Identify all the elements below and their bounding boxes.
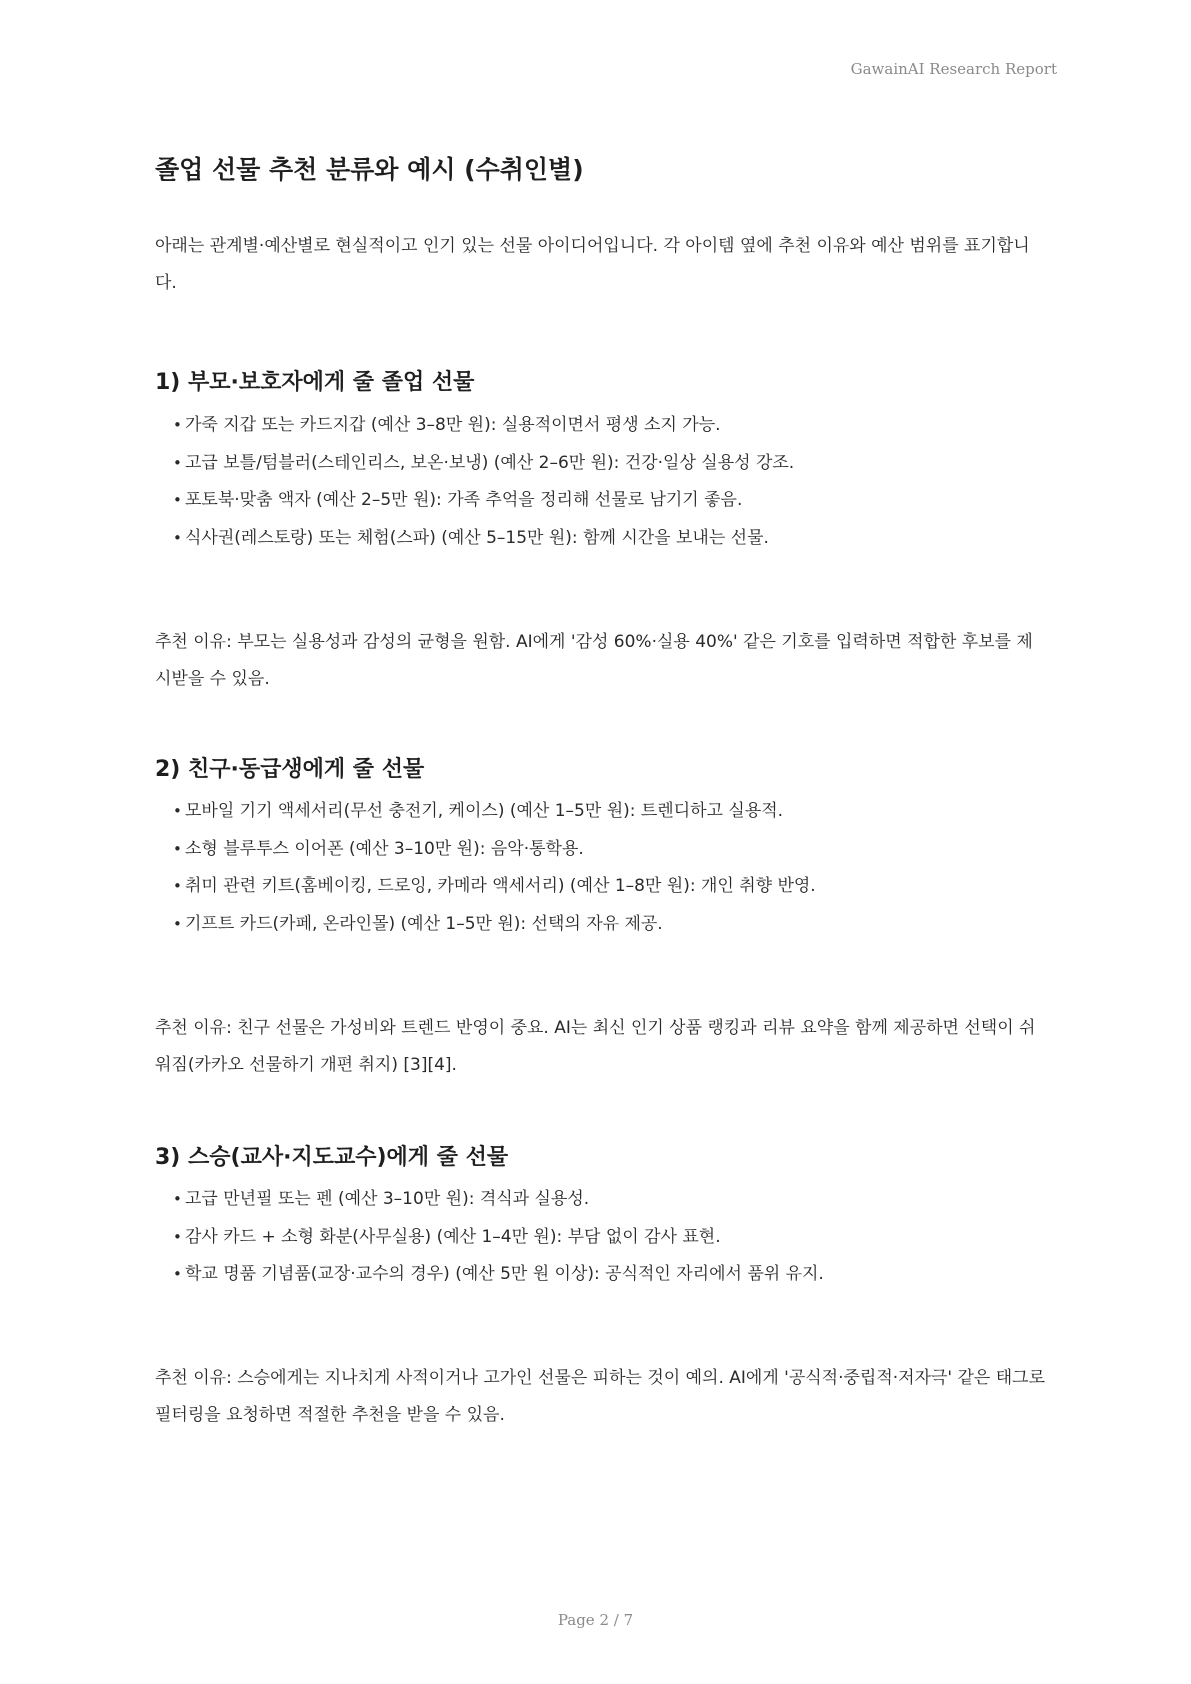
- bullet-icon: •: [173, 416, 182, 434]
- section-heading-friends: 2) 친구·동급생에게 줄 선물: [155, 757, 425, 782]
- section-heading-teachers: 3) 스승(교사·지도교수)에게 줄 선물: [155, 1145, 509, 1170]
- list-item: • 감사 카드 + 소형 화분(사무실용) (예산 1–4만 원): 부담 없이 감사 표현.: [173, 1219, 824, 1257]
- reason-paragraph-parents: 추천 이유: 부모는 실용성과 감성의 균형을 원함. AI에게 '감성 60%·실용 40%' 같은 기호를 입력하면 적합한 후보를 제시받을 수 있음.: [155, 632, 1033, 689]
- list-item: • 포토북·맞춤 액자 (예산 2–5만 원): 가족 추억을 정리해 선물로 남기기 좋음.: [173, 482, 794, 520]
- list-item: • 가죽 지갑 또는 카드지갑 (예산 3–8만 원): 실용적이면서 평생 소지 가능.: [173, 407, 794, 445]
- list-item: • 소형 블루투스 이어폰 (예산 3–10만 원): 음악·통학용.: [173, 831, 816, 869]
- gift-list-friends: [173, 793, 816, 943]
- reason-paragraph-teachers: 추천 이유: 스승에게는 지나치게 사적이거나 고가인 선물은 피하는 것이 예의. AI에게 '공식적·중립적·저자극' 같은 태그로 필터링을 요청하면 적절한 추천을 받을 수 있음.: [155, 1368, 1046, 1425]
- bullet-icon: •: [173, 1227, 182, 1246]
- list-item: • 모바일 기기 액세서리(무선 충전기, 케이스) (예산 1–5만 원): 트렌디하고 실용적.: [173, 793, 816, 831]
- bullet-icon: •: [173, 1190, 182, 1208]
- bullet-icon: •: [173, 1265, 182, 1283]
- list-item: • 기프트 카드(카페, 온라인몰) (예산 1–5만 원): 선택의 자유 제공.: [173, 906, 816, 944]
- list-item: • 학교 명품 기념품(교장·교수의 경우) (예산 5만 원 이상): 공식적인 자리에서 품위 유지.: [173, 1256, 824, 1294]
- intro-paragraph: 아래는 관계별·예산별로 현실적이고 인기 있는 선물 아이디어입니다. 각 아이템 옆에 추천 이유와 예산 범위를 표기합니다.: [155, 236, 1030, 293]
- reason-paragraph-friends: 추천 이유: 친구 선물은 가성비와 트렌드 반영이 중요. AI는 최신 인기 상품 랭킹과 리뷰 요약을 함께 제공하면 선택이 쉬워짐(카카오 선물하기 개편 취지) [3][4].: [155, 1018, 1036, 1075]
- bullet-icon: •: [173, 453, 182, 472]
- page-title: 졸업 선물 추천 분류와 예시 (수취인별): [155, 155, 584, 184]
- running-header: GawainAI Research Report: [850, 60, 1057, 78]
- list-item: • 취미 관련 키트(홈베이킹, 드로잉, 카메라 액세서리) (예산 1–8만 원): 개인 취향 반영.: [173, 868, 816, 906]
- bullet-icon: •: [173, 877, 182, 895]
- list-item: • 식사권(레스토랑) 또는 체험(스파) (예산 5–15만 원): 함께 시간을 보내는 선물.: [173, 520, 794, 558]
- list-item: • 고급 만년필 또는 펜 (예산 3–10만 원): 격식과 실용성.: [173, 1181, 824, 1219]
- page-number: Page 2 / 7: [557, 1611, 634, 1629]
- bullet-icon: •: [173, 839, 182, 858]
- bullet-icon: •: [173, 914, 182, 933]
- bullet-icon: •: [173, 528, 182, 547]
- gift-list-teachers: [173, 1181, 824, 1294]
- gift-list-parents: [173, 407, 794, 557]
- bullet-icon: •: [173, 802, 182, 820]
- list-item: • 고급 보틀/텀블러(스테인리스, 보온·보냉) (예산 2–6만 원): 건강·일상 실용성 강조.: [173, 445, 794, 483]
- section-heading-parents: 1) 부모·보호자에게 줄 졸업 선물: [155, 370, 475, 395]
- bullet-icon: •: [173, 491, 182, 509]
